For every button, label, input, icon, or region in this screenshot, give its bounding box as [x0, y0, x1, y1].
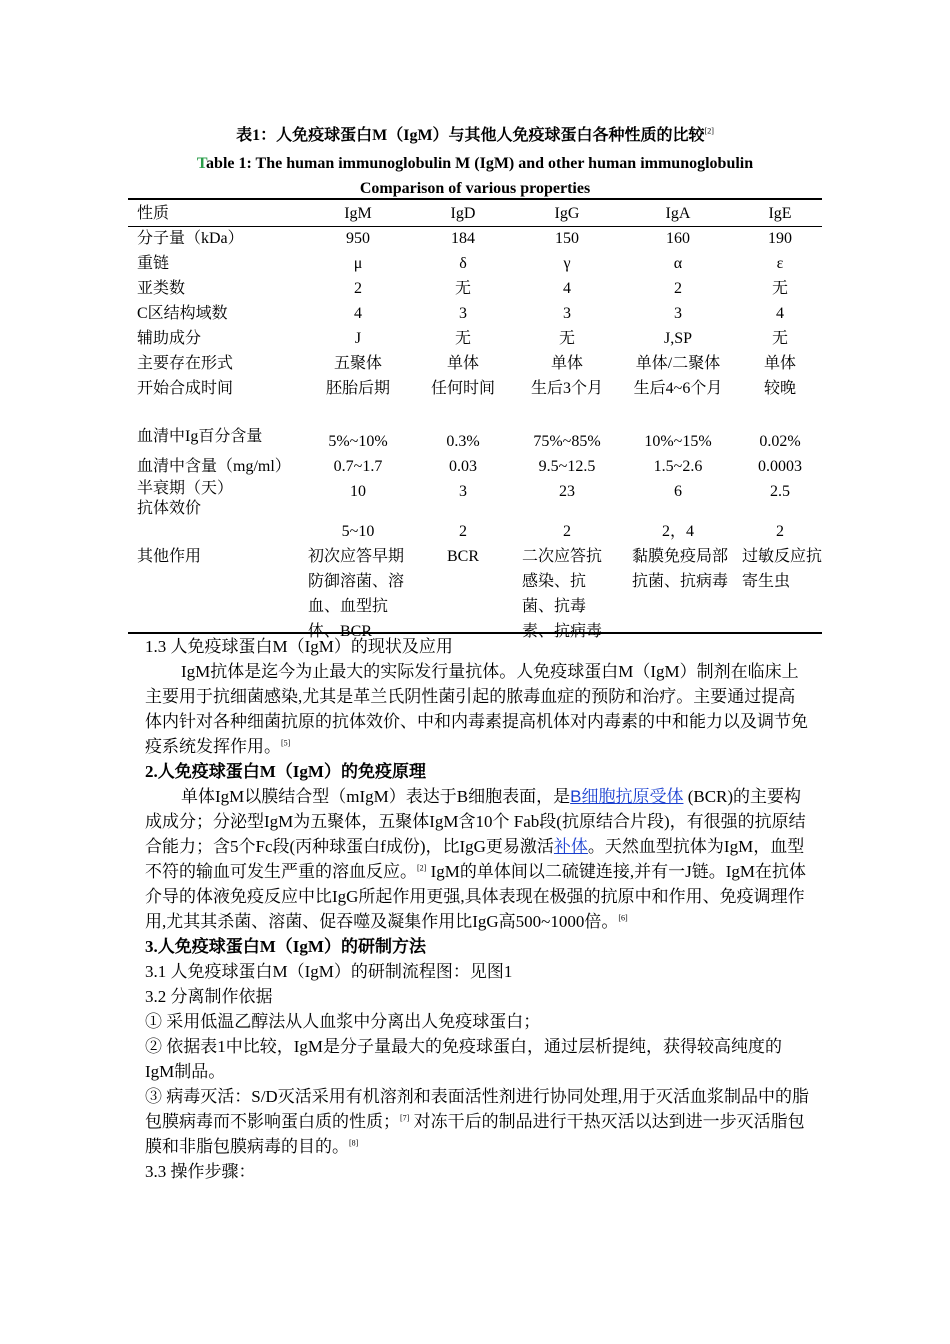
- header-cell: 性质: [137, 205, 170, 222]
- table-cell: 75%~85%: [533, 433, 601, 450]
- list-item: [145, 1084, 810, 1159]
- table-cell: ε: [776, 255, 784, 272]
- table-cell: 10%~15%: [644, 433, 712, 450]
- table-header-row: [128, 201, 822, 226]
- row-label-spacer: [128, 519, 306, 544]
- table-row: [128, 276, 822, 301]
- caption-en-line1: [130, 151, 820, 176]
- header-cell: IgE: [768, 205, 792, 222]
- row-label: 重链: [137, 255, 170, 272]
- section-1-3-paragraph: [145, 659, 810, 759]
- table-cell: 过敏反应抗寄生虫: [742, 548, 823, 590]
- table-cell: 单体/二聚体: [635, 355, 721, 372]
- table-row: [128, 251, 822, 276]
- paragraph-text: 单体IgM以膜结合型（mIgM）表达于B细胞表面，是: [181, 787, 571, 806]
- caption-cn-text: 表1：人免疫球蛋白M（IgM）与其他人免疫球蛋白各种性质的比较: [236, 127, 705, 144]
- row-label: C区结构域数: [137, 305, 228, 322]
- table-cell: 0.3%: [446, 433, 480, 450]
- paragraph-text: IgM的单体间以二硫键连接,并有一J链。IgM在抗体介导的体液免疫反应中比IgG所起作用更强,具体表现在极强的抗原中和作用、免疫调理作用,尤其其杀菌、溶菌、促吞噬及凝集作用比IgG高500~1000倍。: [145, 862, 806, 931]
- paragraph-text: 对冻干后的制品进行干热灭活以达到进一步灭活脂包膜和非脂包膜病毒的目的。: [145, 1112, 805, 1156]
- table-cell: 黏膜免疫局部抗菌、抗病毒: [632, 548, 729, 590]
- section-2-heading: 2.人免疫球蛋白M（IgM）的免疫原理: [145, 762, 426, 781]
- table-cell: 4: [776, 305, 784, 322]
- table-caption-chinese: [130, 125, 820, 147]
- table-cell: μ: [353, 255, 363, 272]
- section-3-1-line: 3.1 人免疫球蛋白M（IgM）的研制流程图：见图1: [145, 962, 513, 981]
- table-cell: 无: [558, 330, 575, 347]
- table-row: [128, 544, 822, 644]
- table-row: [128, 479, 822, 519]
- table-cell: 0.7~1.7: [333, 458, 383, 475]
- table-caption-english: [130, 151, 820, 201]
- reference-marker: [2]: [417, 863, 427, 873]
- table-cell: 无: [771, 330, 788, 347]
- list-item: ② 依据表1中比较，IgM是分子量最大的免疫球蛋白，通过层析提纯，获得较高纯度的IgM制品。: [145, 1037, 783, 1081]
- table-cell: 初次应答早期防御溶菌、溶血、血型抗体、BCR: [308, 548, 405, 640]
- table-cell: 无: [771, 280, 788, 297]
- table-cell: 3: [563, 305, 571, 322]
- table-top-rule: [128, 198, 822, 200]
- reference-marker: [8]: [349, 1138, 359, 1148]
- table-cell: γ: [563, 255, 571, 272]
- table-row: [128, 426, 822, 454]
- table-cell: 2: [354, 280, 362, 297]
- table-cell: 4: [563, 280, 571, 297]
- caption-en-first-letter: T: [196, 155, 207, 172]
- table-cell: 生后4~6个月: [633, 380, 723, 397]
- table-row: [128, 454, 822, 479]
- table-cell: 3: [459, 483, 467, 500]
- paragraph-text: (BCR)的主要构成成分；分泌型IgM为五聚体，五聚体IgM含10个 Fab段(抗原结合片段)，有很强的抗原结合能力；含5个Fc段(丙种球蛋白f成份)，比IgG更易激活: [145, 787, 806, 856]
- table-cell: 2: [459, 523, 467, 540]
- paragraph-text: 。天然血型抗体为IgM，血型不符的输血可发生严重的溶血反应。: [145, 837, 805, 881]
- table-cell: 5%~10%: [328, 433, 388, 450]
- paragraph-text: ③ 病毒灭活：S/D灭活采用有机溶剂和表面活性剂进行协同处理,用于灭活血浆制品中的脂包膜病毒而不影响蛋白质的性质；: [145, 1087, 809, 1131]
- table-cell: 0.0003: [758, 458, 802, 475]
- header-cell: IgD: [450, 205, 476, 222]
- table-cell: 190: [768, 230, 792, 247]
- table-cell: 无: [454, 330, 471, 347]
- list-item: ① 采用低温乙醇法从人血浆中分离出人免疫球蛋白；: [145, 1012, 541, 1031]
- row-label: 血清中含量（mg/ml）: [137, 458, 291, 475]
- row-label-line: 抗体效价: [137, 500, 202, 517]
- table-cell: 184: [451, 230, 475, 247]
- table-cell: J,SP: [663, 330, 693, 347]
- table-cell: 1.5~2.6: [653, 458, 703, 475]
- reference-marker: [7]: [400, 1113, 410, 1123]
- table-row: [128, 351, 822, 376]
- reference-marker: [6]: [618, 913, 628, 923]
- table-cell: α: [673, 255, 683, 272]
- row-label: 主要存在形式: [137, 355, 234, 372]
- b-cell-receptor-link[interactable]: [570, 787, 683, 806]
- table-cell: 23: [559, 483, 575, 500]
- row-label: 开始合成时间: [137, 380, 234, 397]
- caption-en-line2: Comparison of various properties: [359, 180, 591, 197]
- table-cell: 单体: [550, 355, 583, 372]
- table-cell: 3: [459, 305, 467, 322]
- table-cell: δ: [459, 255, 467, 272]
- table-row: [128, 326, 822, 351]
- table-cell: 无: [454, 280, 471, 297]
- table-cell: 五聚体: [333, 355, 382, 372]
- section-3-3-line: 3.3 操作步骤：: [145, 1162, 256, 1181]
- row-label: [128, 479, 306, 519]
- table-cell: BCR: [446, 548, 479, 565]
- table-cell: 9.5~12.5: [538, 458, 596, 475]
- table-cell: 0.03: [449, 458, 477, 475]
- section-1-3-heading: 1.3 人免疫球蛋白M（IgM）的现状及应用: [145, 637, 453, 656]
- section-2-paragraph: [145, 784, 810, 934]
- table-cell: 6: [674, 483, 682, 500]
- row-label: 其他作用: [137, 548, 202, 565]
- table-cell: 0.02%: [759, 433, 801, 450]
- table-cell: 生后3个月: [530, 380, 603, 397]
- table-cell: 二次应答抗感染、抗菌、抗毒素、抗病毒: [522, 548, 603, 640]
- section-3-2-line: 3.2 分离制作依据: [145, 987, 273, 1006]
- caption-cn-reference: [2]: [704, 126, 714, 136]
- header-cell: IgM: [344, 205, 372, 222]
- header-cell: IgA: [665, 205, 691, 222]
- row-label: 分子量（kDa）: [137, 230, 244, 247]
- caption-en-line1-text: able 1: The human immunoglobulin M (IgM) and other human immunoglobulin: [206, 155, 754, 172]
- table-cell: 150: [555, 230, 579, 247]
- table-cell: 2: [776, 523, 784, 540]
- row-label-line: 半衰期（天）: [137, 480, 234, 497]
- table-row: [128, 376, 822, 426]
- body-text: [145, 634, 810, 1184]
- table-cell: 5~10: [341, 523, 375, 540]
- properties-table: [128, 201, 822, 644]
- table-cell: 任何时间: [430, 380, 495, 397]
- table-cell: 3: [674, 305, 682, 322]
- table-cell: 2: [563, 523, 571, 540]
- complement-link[interactable]: 补体: [553, 837, 588, 856]
- table-row: [128, 301, 822, 326]
- table-cell: 10: [350, 483, 366, 500]
- table-cell: 较晚: [763, 380, 796, 397]
- row-label: 血清中Ig百分含量: [137, 428, 263, 445]
- table-cell: 950: [346, 230, 370, 247]
- paragraph-text: IgM抗体是迄今为止最大的实际发行量抗体。人免疫球蛋白M（IgM）制剂在临床上主要用于抗细菌感染,尤其是革兰氏阴性菌引起的脓毒血症的预防和治疗。主要通过提高体内针对各种细菌抗原的抗体效价、中和内毒素提高机体对内毒素的中和能力以及调节免疫系统发挥作用。: [145, 662, 808, 756]
- table-cell: 单体: [763, 355, 796, 372]
- table-cell: 2.5: [770, 483, 790, 500]
- row-label: 辅助成分: [137, 330, 202, 347]
- table-cell: 4: [354, 305, 362, 322]
- row-label: 亚类数: [137, 280, 186, 297]
- table-cell: 胚胎后期: [325, 380, 390, 397]
- table-row: [128, 226, 822, 251]
- section-3-heading: 3.人免疫球蛋白M（IgM）的研制方法: [145, 937, 426, 956]
- table-cell: 单体: [446, 355, 479, 372]
- link-prefix: B: [570, 787, 582, 806]
- table-cell: 2: [674, 280, 682, 297]
- table-cell: J: [354, 330, 362, 347]
- table-cell: 2，4: [661, 523, 694, 540]
- link-text: 细胞抗原受体: [581, 787, 684, 806]
- table-cell: 160: [666, 230, 690, 247]
- header-cell: IgG: [554, 205, 580, 222]
- reference-marker: [5]: [281, 738, 291, 748]
- table-row: [128, 519, 822, 544]
